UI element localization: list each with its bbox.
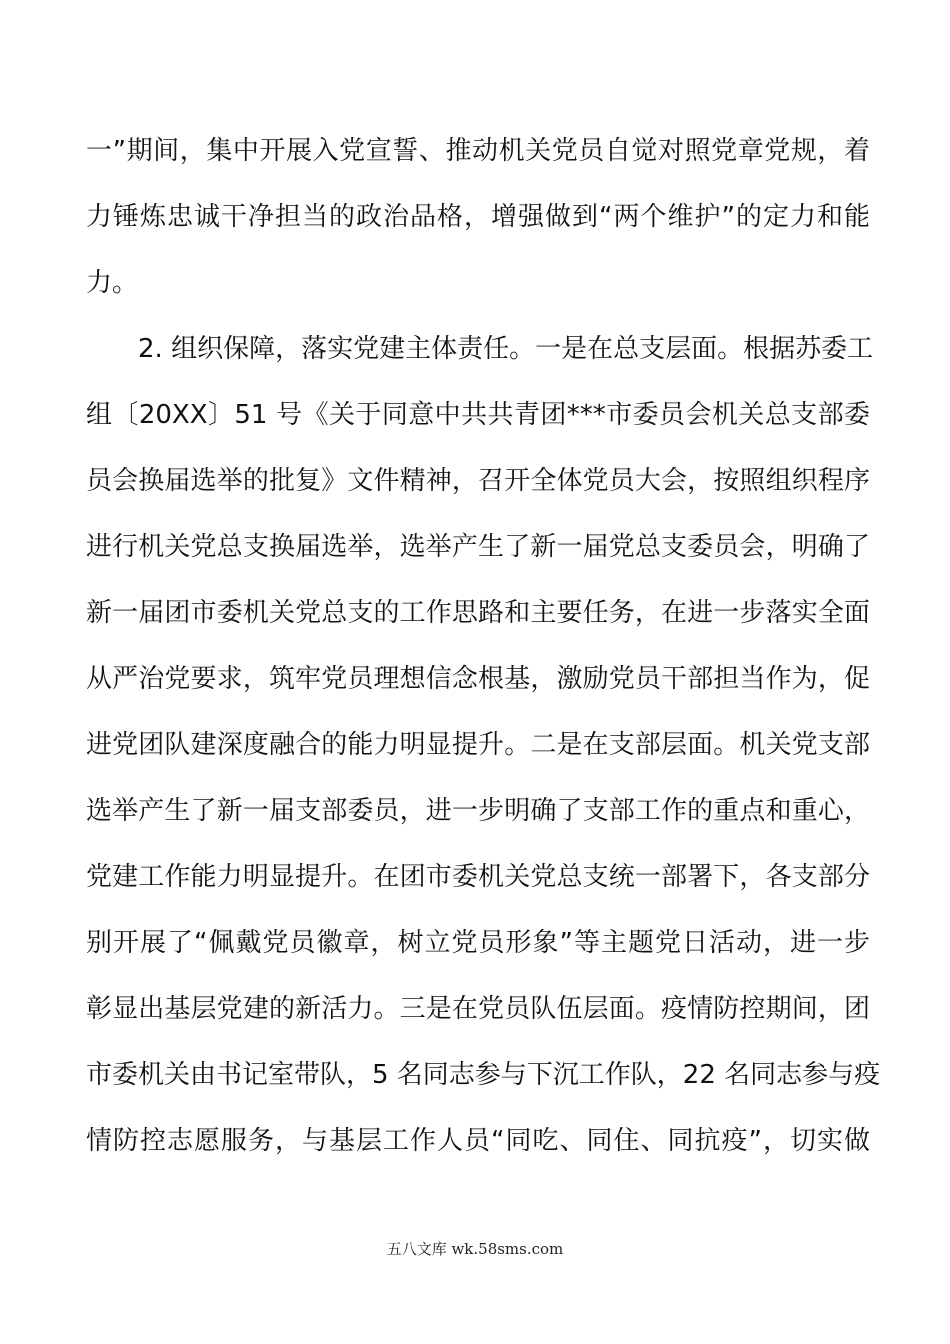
- text-line: 选举产生了新一届支部委员，进一步明确了支部工作的重点和重心，: [86, 796, 870, 826]
- text-line: 进行机关党总支换届选举，选举产生了新一届党总支委员会，明确了: [86, 532, 870, 562]
- text-line: 组〔20XX〕51 号《关于同意中共共青团***市委员会机关总支部委: [86, 400, 870, 430]
- text-line: 市委机关由书记室带队，5 名同志参与下沉工作队，22 名同志参与疫: [86, 1060, 881, 1090]
- text-line: 情防控志愿服务，与基层工作人员“同吃、同住、同抗疫”，切实做: [86, 1126, 870, 1156]
- text-line: 彰显出基层党建的新活力。三是在党员队伍层面。疫情防控期间，团: [86, 994, 870, 1024]
- text-line: 从严治党要求，筑牢党员理想信念根基，激励党员干部担当作为，促: [86, 664, 870, 694]
- text-line: 新一届团市委机关党总支的工作思路和主要任务，在进一步落实全面: [86, 598, 870, 628]
- text-line: 别开展了“佩戴党员徽章，树立党员形象”等主题党日活动，进一步: [86, 928, 870, 958]
- text-line: 进党团队建深度融合的能力明显提升。二是在支部层面。机关党支部: [86, 730, 870, 760]
- text-line: 力。: [86, 268, 139, 298]
- text-line: 党建工作能力明显提升。在团市委机关党总支统一部署下，各支部分: [86, 862, 870, 892]
- text-line: 2. 组织保障，落实党建主体责任。一是在总支层面。根据苏委工: [138, 334, 874, 364]
- text-line: 一”期间，集中开展入党宣誓、推动机关党员自觉对照党章党规，着: [86, 136, 870, 166]
- page-footer: 五八文库 wk.58sms.com: [386, 1240, 564, 1258]
- text-line: 员会换届选举的批复》文件精神，召开全体党员大会，按照组织程序: [86, 466, 870, 496]
- document-body: [86, 124, 881, 1180]
- text-line: 力锤炼忠诚干净担当的政治品格，增强做到“两个维护”的定力和能: [86, 202, 870, 232]
